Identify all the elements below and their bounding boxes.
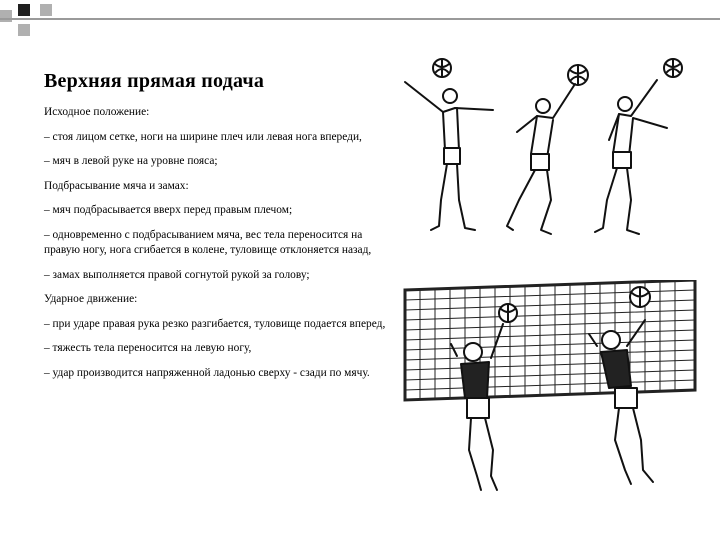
volleyball-icon <box>433 59 451 77</box>
volleyball-net <box>405 280 695 400</box>
volleyball-icon <box>630 287 650 307</box>
paragraph: – при ударе правая рука резко разгибается, туловище подается вперед, <box>44 317 386 330</box>
paragraph: – стоя лицом сетке, ноги на ширине плеч или левая нога впереди, <box>44 130 362 143</box>
paragraph: – удар производится напряженной ладонью сверху - сзади по мячу. <box>44 366 370 379</box>
paragraph: – одновременно с подбрасыванием мяча, вес тела переносится на правую ногу, нога сгибается в колене, туловище отклоняется назад, <box>44 228 372 256</box>
paragraph: – мяч подбрасывается вверх перед правым плечом; <box>44 204 293 216</box>
net-spike-illustration <box>395 280 705 510</box>
paragraph: – замах выполняется правой согнутой рукой за голову; <box>44 268 310 281</box>
paragraph: – тяжесть тела переносится на левую ногу, <box>44 342 252 354</box>
header-rule <box>0 18 720 20</box>
content-column <box>44 70 389 390</box>
volleyball-icon <box>568 65 588 85</box>
player-figure <box>589 320 653 484</box>
player-figure <box>507 84 575 234</box>
volleyball-icon <box>499 304 517 322</box>
paragraph: Ударное движение: <box>44 293 138 305</box>
volleyball-icon <box>664 59 682 77</box>
slide-title: Верхняя прямая подача <box>44 70 265 92</box>
corner-decoration <box>0 0 60 40</box>
player-figure <box>451 324 503 490</box>
paragraph: – мяч в левой руке на уровне пояса; <box>44 155 218 167</box>
paragraph: Исходное положение: <box>44 106 150 118</box>
paragraph: Подбрасывание мяча и замах: <box>44 179 189 192</box>
serve-sequence-illustration <box>395 50 705 260</box>
player-figure <box>595 80 667 234</box>
player-figure <box>405 82 493 230</box>
